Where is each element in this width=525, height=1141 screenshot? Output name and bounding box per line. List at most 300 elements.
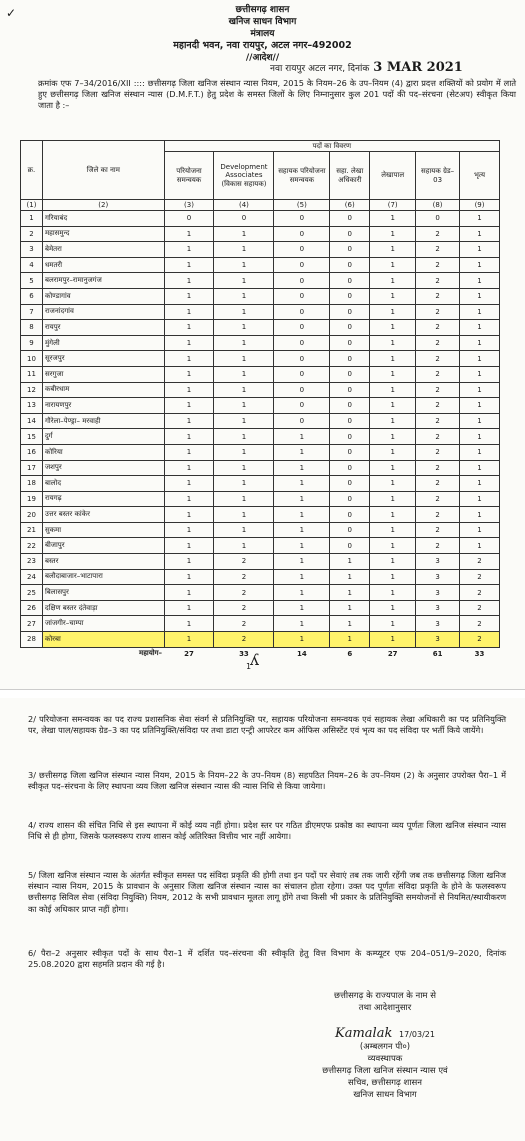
post-count-cell: 1	[214, 444, 274, 460]
place-prefix: नवा रायपुर अटल नगर, दिनांक	[270, 64, 370, 74]
post-count-cell: 1	[164, 507, 214, 523]
post-count-cell: 1	[460, 460, 500, 476]
table-row	[21, 413, 500, 429]
post-count-cell: 1	[214, 507, 274, 523]
post-count-cell: 2	[416, 320, 460, 336]
post-count-cell: 1	[274, 476, 330, 492]
post-count-cell: 1	[274, 491, 330, 507]
post-count-cell: 3	[416, 585, 460, 601]
post-count-cell: 0	[164, 211, 214, 227]
post-count-cell: 1	[460, 491, 500, 507]
post-count-cell: 1	[370, 616, 416, 632]
post-count-cell: 1	[460, 320, 500, 336]
post-count-cell: 1	[164, 351, 214, 367]
post-count-cell: 2	[416, 242, 460, 258]
designation-2: सचिव, छत्तीसगढ़ शासन	[348, 1078, 422, 1088]
table-row	[21, 476, 500, 492]
post-count-cell: 1	[274, 554, 330, 570]
ministry: मंत्रालय	[250, 29, 275, 39]
district-cell: बलौदाबाजार–भाटापारा	[42, 569, 164, 585]
post-count-cell: 1	[370, 491, 416, 507]
table-row	[21, 491, 500, 507]
post-count-cell: 1	[214, 460, 274, 476]
sno-cell: 23	[21, 554, 43, 570]
post-count-cell: 0	[330, 226, 370, 242]
post-count-cell: 2	[460, 585, 500, 601]
district-cell: राजनांदगांव	[42, 304, 164, 320]
paragraph-5: 5/ जिला खनिज संस्थान न्यास के अंतर्गत स्वीकृत समस्त पद संविदा प्रकृति की होगी तथा इन पदों पर सेवाएं तब तक जारी रहेंगी जब तक छत्तीसगढ़ जिला खनिज संस्थान न्यास नियम, 2015 के प्रावधान के अनुसार जिला खनिज संस्थान न्यास का संचालन होता रहेगा। उक्त पद पूर्णतः संविदा प्रकृति के होने के फलस्वरूप छत्तीसगढ़ सिविल सेवा (संविदा नियुक्ति) नियम, 2012 के सभी प्रावधान मूलतः लागू होंगे तथा किसी भी प्रकार के प्रतिनियुक्ति समयोजनों से नियमित/स्थायीकरण का कोई अधिकार प्राप्त नहीं होगा।	[28, 870, 506, 914]
district-cell: मुंगेली	[42, 335, 164, 351]
post-count-cell: 3	[416, 569, 460, 585]
post-count-cell: 0	[330, 257, 370, 273]
post-count-cell: 1	[164, 616, 214, 632]
address: महानदी भवन, नवा रायपुर, अटल नगर–492002	[173, 40, 352, 51]
post-count-cell: 1	[164, 304, 214, 320]
post-count-cell: 1	[370, 351, 416, 367]
post-count-cell: 2	[460, 616, 500, 632]
header-district: जिले का नाम	[42, 141, 164, 200]
post-count-cell: 1	[370, 429, 416, 445]
post-count-cell: 1	[164, 273, 214, 289]
post-count-cell: 1	[164, 569, 214, 585]
post-count-cell: 1	[460, 257, 500, 273]
posts-table	[20, 140, 500, 660]
post-count-cell: 1	[370, 569, 416, 585]
post-count-cell: 0	[330, 242, 370, 258]
post-count-cell: 3	[416, 616, 460, 632]
post-count-cell: 1	[274, 522, 330, 538]
post-count-cell: 1	[274, 569, 330, 585]
table-row	[21, 616, 500, 632]
post-count-cell: 2	[416, 507, 460, 523]
post-count-cell: 1	[164, 476, 214, 492]
post-count-cell: 0	[274, 226, 330, 242]
total-row	[21, 647, 500, 660]
post-count-cell: 0	[330, 304, 370, 320]
paragraph-4: 4/ राज्य शासन की संचित निधि से इस स्थापना में कोई व्यय नहीं होगा। प्रदेश स्तर पर गठित डीएमएफ प्रकोष्ठ का स्थापना व्यय पूर्णतः जिला खनिज संस्थान न्यास निधि से ही होगा, जिसके फलस्वरूप राज्य शासन कोई अतिरिक्त वित्तीय भार नहीं आयेगा।	[28, 820, 506, 842]
post-count-cell: 2	[416, 351, 460, 367]
post-count-cell: 0	[274, 242, 330, 258]
post-count-cell: 0	[330, 507, 370, 523]
table-row	[21, 382, 500, 398]
post-count-cell: 1	[164, 491, 214, 507]
district-cell: बिलासपुर	[42, 585, 164, 601]
post-count-cell: 2	[214, 616, 274, 632]
index-cell: (3)	[164, 200, 214, 211]
post-count-cell: 1	[460, 476, 500, 492]
header-post: भृत्य	[460, 152, 500, 200]
post-count-cell: 1	[214, 320, 274, 336]
order-line: तथा आदेशानुसार	[358, 1003, 412, 1013]
designation-3: खनिज साधन विभाग	[353, 1090, 417, 1100]
post-count-cell: 0	[274, 398, 330, 414]
post-count-cell: 1	[274, 538, 330, 554]
sno-cell: 26	[21, 600, 43, 616]
total-cell: 27	[387, 649, 398, 658]
post-count-cell: 1	[164, 413, 214, 429]
total-label: महायोग–	[139, 649, 163, 658]
table-row	[21, 288, 500, 304]
post-count-cell: 1	[164, 460, 214, 476]
header-posts-group: पदों का विवरण	[164, 141, 499, 152]
header-post: परियोजना समन्वयक	[164, 152, 214, 200]
total-cell: 14	[296, 649, 307, 658]
designation-1: छत्तीसगढ़ जिला खनिज संस्थान न्यास एवं	[322, 1066, 448, 1076]
govt-name: छत्तीसगढ़ शासन	[235, 5, 290, 15]
post-count-cell: 1	[370, 288, 416, 304]
index-cell: (7)	[370, 200, 416, 211]
header-post: Development Associates (विकास सहायक)	[214, 152, 274, 200]
header-post: लेखापाल	[370, 152, 416, 200]
index-cell: (9)	[460, 200, 500, 211]
paragraph-2: 2/ परियोजना समन्वयक का पद राज्य प्रशासनिक सेवा संवर्ग से प्रतिनियुक्ति पर, सहायक परियोजना समन्वयक एवं सहायक लेखा अधिकारी का पद प्रतिनियुक्ति पर, लेखा पाल/सहायक ग्रेड–3 का पद प्रतिनियुक्ति/संविदा पर तथा डाटा एन्ट्री आपरेटर कम ऑफिस असिस्टेंट एवं भृत्य का पद संविदा पर भर्ती किये जायेंगे।	[28, 714, 506, 736]
post-count-cell: 1	[370, 522, 416, 538]
post-count-cell: 1	[164, 320, 214, 336]
post-count-cell: 1	[460, 429, 500, 445]
district-cell: कोण्डागांव	[42, 288, 164, 304]
letterhead	[0, 0, 525, 64]
post-count-cell: 0	[274, 382, 330, 398]
post-count-cell: 1	[370, 335, 416, 351]
total-cell: 6	[347, 649, 353, 658]
post-count-cell: 2	[416, 460, 460, 476]
index-cell: (6)	[330, 200, 370, 211]
paragraph-6: 6/ पैरा–2 अनुसार स्वीकृत पदों के साथ पैरा–1 में दर्शित पद–संरचना की स्वीकृति हेतु वित्त विभाग के कम्प्यूटर एफ 204–051/9–2020, दिनांक 25.08.2020 द्वारा सहमति प्रदान की गई है।	[28, 948, 506, 970]
post-count-cell: 1	[460, 211, 500, 227]
sno-cell: 6	[21, 288, 43, 304]
post-count-cell: 1	[214, 226, 274, 242]
post-count-cell: 1	[274, 632, 330, 648]
district-cell: कबीरधाम	[42, 382, 164, 398]
table-row	[21, 585, 500, 601]
table-row	[21, 507, 500, 523]
post-count-cell: 0	[330, 366, 370, 382]
department-name: खनिज साधन विभाग	[228, 17, 297, 27]
post-count-cell: 2	[416, 398, 460, 414]
table-row	[21, 335, 500, 351]
post-count-cell: 2	[416, 522, 460, 538]
sno-cell: 5	[21, 273, 43, 289]
post-count-cell: 1	[214, 335, 274, 351]
table-row	[21, 211, 500, 227]
post-count-cell: 1	[370, 242, 416, 258]
district-cell: बीजापुर	[42, 538, 164, 554]
post-count-cell: 2	[460, 569, 500, 585]
district-cell: धमतरी	[42, 257, 164, 273]
post-count-cell: 0	[214, 211, 274, 227]
post-count-cell: 1	[460, 242, 500, 258]
post-count-cell: 2	[460, 600, 500, 616]
post-count-cell: 1	[164, 429, 214, 445]
post-count-cell: 2	[416, 288, 460, 304]
post-count-cell: 2	[460, 632, 500, 648]
sno-cell: 22	[21, 538, 43, 554]
post-count-cell: 1	[274, 585, 330, 601]
sno-cell: 13	[21, 398, 43, 414]
post-count-cell: 0	[330, 288, 370, 304]
post-count-cell: 0	[274, 351, 330, 367]
total-cell: 33	[239, 649, 249, 658]
post-count-cell: 1	[164, 398, 214, 414]
post-count-cell: 1	[274, 429, 330, 445]
sno-cell: 17	[21, 460, 43, 476]
post-count-cell: 1	[460, 273, 500, 289]
post-count-cell: 2	[460, 554, 500, 570]
district-cell: बलरामपुर–रामानुजगंज	[42, 273, 164, 289]
post-count-cell: 1	[214, 382, 274, 398]
sno-cell: 20	[21, 507, 43, 523]
post-count-cell: 1	[370, 226, 416, 242]
paragraph-3: 3/ छत्तीसगढ़ जिला खनिज संस्थान न्यास नियम, 2015 के नियम–22 के उप–नियम (8) सहपठित नियम–26 के उप–नियम (2) के अनुसार उपरोक्त पैरा–1 में स्वीकृत पद–संरचना के लिए स्थापना व्यय जिला खनिज संस्थान न्यास की न्यास निधि से किया जायेगा।	[28, 770, 506, 792]
post-count-cell: 2	[416, 413, 460, 429]
post-count-cell: 0	[330, 476, 370, 492]
post-count-cell: 0	[330, 429, 370, 445]
post-count-cell: 0	[274, 288, 330, 304]
post-count-cell: 2	[416, 273, 460, 289]
district-cell: सुकमा	[42, 522, 164, 538]
post-count-cell: 1	[370, 632, 416, 648]
post-count-cell: 1	[214, 491, 274, 507]
post-count-cell: 1	[274, 444, 330, 460]
table-row	[21, 600, 500, 616]
table-row	[21, 398, 500, 414]
post-count-cell: 1	[274, 507, 330, 523]
post-count-cell: 0	[330, 444, 370, 460]
table-row	[21, 257, 500, 273]
post-count-cell: 1	[214, 522, 274, 538]
post-count-cell: 1	[460, 398, 500, 414]
post-count-cell: 1	[274, 460, 330, 476]
post-count-cell: 0	[274, 304, 330, 320]
post-count-cell: 1	[460, 304, 500, 320]
post-count-cell: 1	[214, 366, 274, 382]
post-count-cell: 1	[330, 632, 370, 648]
dateline	[270, 60, 463, 75]
post-count-cell: 1	[370, 507, 416, 523]
post-count-cell: 1	[214, 273, 274, 289]
sno-cell: 11	[21, 366, 43, 382]
post-count-cell: 2	[416, 476, 460, 492]
header-sno: क्र.	[21, 141, 43, 200]
index-cell: (8)	[416, 200, 460, 211]
post-count-cell: 1	[214, 413, 274, 429]
post-count-cell: 1	[164, 600, 214, 616]
table-row	[21, 351, 500, 367]
post-count-cell: 1	[370, 538, 416, 554]
post-count-cell: 2	[416, 226, 460, 242]
index-cell: (1)	[21, 200, 43, 211]
sno-cell: 18	[21, 476, 43, 492]
post-count-cell: 1	[164, 554, 214, 570]
post-count-cell: 1	[370, 273, 416, 289]
district-cell: रायगढ़	[42, 491, 164, 507]
post-count-cell: 0	[274, 335, 330, 351]
post-count-cell: 1	[274, 616, 330, 632]
initial-scribble: ʎ	[250, 650, 260, 669]
post-count-cell: 1	[164, 226, 214, 242]
district-cell: सरगुजा	[42, 366, 164, 382]
table-row	[21, 226, 500, 242]
sno-cell: 16	[21, 444, 43, 460]
sno-cell: 3	[21, 242, 43, 258]
table-row	[21, 522, 500, 538]
post-count-cell: 1	[370, 460, 416, 476]
post-count-cell: 1	[164, 538, 214, 554]
table-row	[21, 460, 500, 476]
post-count-cell: 2	[416, 444, 460, 460]
post-count-cell: 1	[214, 476, 274, 492]
district-cell: सूरजपुर	[42, 351, 164, 367]
sno-cell: 7	[21, 304, 43, 320]
index-cell: (4)	[214, 200, 274, 211]
post-count-cell: 1	[370, 398, 416, 414]
post-count-cell: 0	[330, 538, 370, 554]
post-count-cell: 2	[416, 491, 460, 507]
post-count-cell: 1	[274, 600, 330, 616]
post-count-cell: 1	[330, 585, 370, 601]
district-cell: बेमेतरा	[42, 242, 164, 258]
post-count-cell: 1	[214, 538, 274, 554]
post-count-cell: 1	[330, 600, 370, 616]
order-title: //आदेश//	[245, 53, 280, 63]
signature-scribble: Kamalak	[335, 1026, 393, 1041]
post-count-cell: 1	[460, 444, 500, 460]
post-count-cell: 1	[330, 616, 370, 632]
post-count-cell: 1	[460, 351, 500, 367]
post-count-cell: 3	[416, 554, 460, 570]
post-count-cell: 1	[164, 585, 214, 601]
post-count-cell: 2	[416, 304, 460, 320]
post-count-cell: 1	[214, 257, 274, 273]
post-count-cell: 1	[164, 632, 214, 648]
sno-cell: 9	[21, 335, 43, 351]
signature-block	[250, 990, 520, 1101]
post-count-cell: 2	[214, 600, 274, 616]
total-cell: 61	[432, 649, 443, 658]
table-row	[21, 554, 500, 570]
sno-cell: 4	[21, 257, 43, 273]
post-count-cell: 1	[370, 211, 416, 227]
post-count-cell: 0	[274, 320, 330, 336]
post-count-cell: 1	[164, 288, 214, 304]
post-count-cell: 3	[416, 632, 460, 648]
district-cell: कोरिया	[42, 444, 164, 460]
page-number: 1	[246, 662, 252, 671]
sno-cell: 21	[21, 522, 43, 538]
post-count-cell: 0	[274, 257, 330, 273]
header-post: सहा. लेखा अधिकारी	[330, 152, 370, 200]
district-cell: नारायणपुर	[42, 398, 164, 414]
post-count-cell: 1	[164, 522, 214, 538]
table-row	[21, 320, 500, 336]
post-count-cell: 0	[330, 273, 370, 289]
post-count-cell: 1	[370, 320, 416, 336]
governor-name-line: छत्तीसगढ़ के राज्यपाल के नाम से	[334, 991, 436, 1001]
district-cell: गौरेला–पेण्ड्रा– मरवाही	[42, 413, 164, 429]
post-count-cell: 0	[274, 273, 330, 289]
index-cell: (5)	[274, 200, 330, 211]
post-count-cell: 0	[330, 335, 370, 351]
sno-cell: 15	[21, 429, 43, 445]
district-cell: उत्तर बस्तर कांकेर	[42, 507, 164, 523]
tick-mark: ✓	[6, 6, 17, 20]
sno-cell: 2	[21, 226, 43, 242]
district-cell: गरियाबंद	[42, 211, 164, 227]
post-count-cell: 1	[460, 413, 500, 429]
post-count-cell: 1	[370, 304, 416, 320]
district-cell: महासमुन्द	[42, 226, 164, 242]
post-count-cell: 1	[214, 288, 274, 304]
post-count-cell: 2	[416, 429, 460, 445]
header-post: सहायक परियोजना समन्वयक	[274, 152, 330, 200]
post-count-cell: 1	[164, 444, 214, 460]
header-post: सहायक ग्रेड–03	[416, 152, 460, 200]
page-gap	[0, 690, 525, 698]
table-row	[21, 242, 500, 258]
sno-cell: 27	[21, 616, 43, 632]
post-count-cell: 1	[460, 507, 500, 523]
post-count-cell: 0	[330, 413, 370, 429]
post-count-cell: 0	[330, 491, 370, 507]
post-count-cell: 1	[214, 351, 274, 367]
post-count-cell: 1	[370, 444, 416, 460]
post-count-cell: 1	[370, 413, 416, 429]
post-count-cell: 0	[274, 413, 330, 429]
post-count-cell: 2	[416, 335, 460, 351]
post-count-cell: 1	[370, 600, 416, 616]
signature	[250, 1028, 520, 1041]
post-count-cell: 1	[214, 429, 274, 445]
table-row	[21, 632, 500, 648]
table-row	[21, 273, 500, 289]
post-count-cell: 1	[460, 226, 500, 242]
post-count-cell: 3	[416, 600, 460, 616]
table-row	[21, 429, 500, 445]
signature-date: 17/03/21	[399, 1030, 435, 1039]
index-row	[21, 200, 500, 211]
post-count-cell: 1	[460, 538, 500, 554]
post-count-cell: 1	[330, 554, 370, 570]
post-count-cell: 0	[330, 320, 370, 336]
post-count-cell: 1	[214, 398, 274, 414]
index-cell: (2)	[42, 200, 164, 211]
district-cell: दुर्ग	[42, 429, 164, 445]
district-cell: बस्तर	[42, 554, 164, 570]
table-row	[21, 304, 500, 320]
post-count-cell: 1	[164, 335, 214, 351]
post-count-cell: 1	[214, 242, 274, 258]
table-row	[21, 366, 500, 382]
post-count-cell: 1	[370, 476, 416, 492]
table-row	[21, 569, 500, 585]
post-count-cell: 1	[164, 257, 214, 273]
post-count-cell: 1	[164, 242, 214, 258]
post-count-cell: 2	[416, 538, 460, 554]
total-cell: 27	[184, 649, 194, 658]
post-count-cell: 1	[164, 366, 214, 382]
post-count-cell: 0	[330, 211, 370, 227]
signatory-role: व्यवस्थापक	[367, 1054, 403, 1064]
district-cell: दक्षिण बस्तर दंतेवाड़ा	[42, 600, 164, 616]
total-cell: 33	[474, 649, 485, 658]
sno-cell: 1	[21, 211, 43, 227]
post-count-cell: 1	[460, 335, 500, 351]
sno-cell: 28	[21, 632, 43, 648]
post-count-cell: 0	[330, 460, 370, 476]
post-count-cell: 0	[330, 382, 370, 398]
district-cell: रायपुर	[42, 320, 164, 336]
table-row	[21, 444, 500, 460]
